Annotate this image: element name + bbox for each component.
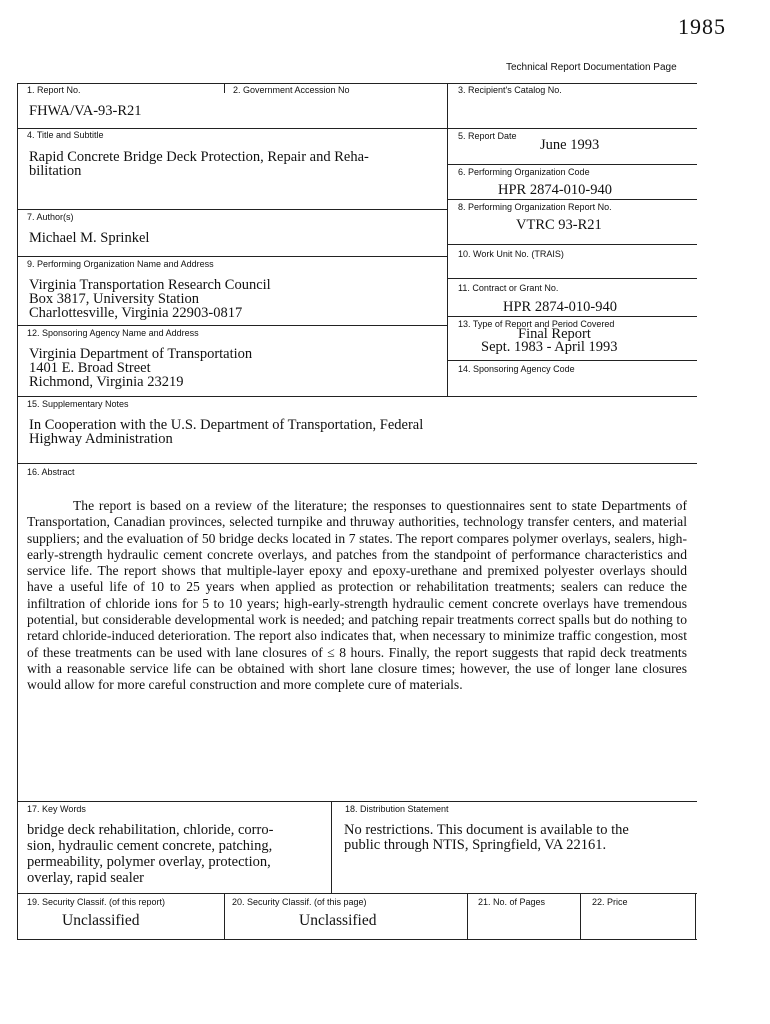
page-number: 1985: [678, 14, 726, 39]
perf-org-name-line: Virginia Transportation Research Council: [29, 277, 271, 293]
security-report-value: Unclassified: [62, 912, 140, 929]
recipient-catalog-label: 3. Recipient's Catalog No.: [458, 85, 562, 95]
gov-accession-label: 2. Government Accession No: [233, 85, 350, 95]
perf-org-report-label: 8. Performing Organization Report No.: [458, 202, 612, 212]
title-label: 4. Title and Subtitle: [27, 130, 104, 140]
rule-v: [580, 893, 581, 939]
work-unit-label: 10. Work Unit No. (TRAIS): [458, 249, 564, 259]
rule-v: [224, 83, 225, 93]
security-page-label: 20. Security Classif. (of this page): [232, 897, 367, 907]
rule-v: [17, 83, 18, 939]
key-words-label: 17. Key Words: [27, 804, 86, 814]
report-no-label: 1. Report No.: [27, 85, 81, 95]
supplementary-label: 15. Supplementary Notes: [27, 399, 129, 409]
rule: [17, 939, 697, 940]
rule-v: [447, 83, 448, 396]
supplementary-line: In Cooperation with the U.S. Department of Transportation, Federal: [29, 417, 424, 433]
report-type-label: 13. Type of Report and Period Covered: [458, 319, 615, 329]
distribution-line: No restrictions. This document is available to the: [344, 822, 629, 838]
report-type-line: Final Report: [518, 326, 591, 342]
rule: [447, 316, 697, 317]
sponsoring-agency-line: Virginia Department of Transportation: [29, 346, 253, 362]
authors-value: Michael M. Sprinkel: [29, 230, 150, 246]
abstract-label: 16. Abstract: [27, 467, 75, 477]
perf-org-name-line: Box 3817, University Station: [29, 291, 199, 307]
rule: [447, 360, 697, 361]
sponsoring-code-label: 14. Sponsoring Agency Code: [458, 364, 575, 374]
num-pages-label: 21. No. of Pages: [478, 897, 546, 907]
distribution-label: 18. Distribution Statement: [345, 804, 449, 814]
supplementary-line: Highway Administration: [29, 431, 173, 447]
rule: [17, 893, 697, 894]
sponsoring-agency-line: 1401 E. Broad Street: [29, 360, 151, 376]
abstract-body: [27, 498, 687, 694]
rule: [447, 244, 697, 245]
key-words-line: bridge deck rehabilitation, chloride, corro-: [27, 822, 274, 838]
authors-label: 7. Author(s): [27, 212, 74, 222]
rule-v: [467, 893, 468, 939]
perf-org-code-value: HPR 2874-010-940: [498, 182, 612, 198]
rule-v: [331, 801, 332, 893]
key-words-line: sion, hydraulic cement concrete, patching,: [27, 838, 273, 854]
report-date-value: June 1993: [540, 137, 600, 153]
rule: [447, 278, 697, 279]
form-title: Technical Report Documentation Page: [506, 62, 677, 73]
rule: [447, 199, 697, 200]
rule-v: [695, 893, 696, 939]
price-label: 22. Price: [592, 897, 628, 907]
sponsoring-agency-label: 12. Sponsoring Agency Name and Address: [27, 328, 199, 338]
abstract-text: The report is based on a review of the literature; the responses to questionnaires sent to state Departments of Transportation, Canadian provinces, selected turnpike and thruway authorities, technology transfer centers, and material suppliers; and the evaluation of 50 bridge decks located in 7 states. The report compares polymer overlays, sealers, high-early-strength hydraulic cement concrete overlays, and patches from the standpoint of performance characteristics and service life. The report shows that multiple-layer epoxy and epoxy-urethane and premixed polyester overlays should have a useful life of 10 to 25 years when applied as protection or rehabilitation treatments; sealers can reduce the infiltration of chloride ions for 5 to 10 years; high-early-strength hydraulic cement concrete overlays have tremendous potential, but considerable developmental work is needed; and patching repair treatments correct spalls but do nothing to retard chloride-induced deterioration. The report also indicates that, when necessary to minimize traffic congestion, most of these treatments can be used with lane closures of ≤ 8 hours. Finally, the report suggests that rapid deck treatments with a reasonable service life can be obtained with short lane closure times; however, the use of longer lane closures would allow for more careful construction and more complete cure of materials.: [27, 498, 687, 693]
report-type-line: Sept. 1983 - April 1993: [481, 339, 618, 355]
rule: [17, 801, 697, 802]
report-date-label: 5. Report Date: [458, 131, 517, 141]
rule-v: [224, 893, 225, 939]
rule: [17, 83, 697, 84]
security-page-value: Unclassified: [299, 912, 377, 929]
contract-label: 11. Contract or Grant No.: [458, 283, 559, 293]
perf-org-name-label: 9. Performing Organization Name and Address: [27, 259, 214, 269]
rule: [17, 209, 447, 210]
title-line: Rapid Concrete Bridge Deck Protection, Repair and Reha-: [29, 149, 369, 165]
key-words-line: overlay, rapid sealer: [27, 870, 145, 886]
perf-org-name-line: Charlottesville, Virginia 22903-0817: [29, 305, 243, 321]
distribution-line: public through NTIS, Springfield, VA 22161.: [344, 837, 607, 853]
perf-org-report-value: VTRC 93-R21: [516, 217, 602, 233]
rule: [17, 325, 447, 326]
sponsoring-agency-line: Richmond, Virginia 23219: [29, 374, 184, 390]
rule: [17, 396, 697, 397]
security-report-label: 19. Security Classif. (of this report): [27, 897, 166, 907]
rule: [17, 128, 697, 129]
rule: [447, 164, 697, 165]
rule: [17, 463, 697, 464]
report-no-value: FHWA/VA-93-R21: [29, 103, 142, 119]
title-line: bilitation: [29, 163, 82, 179]
rule: [17, 256, 447, 257]
key-words-line: permeability, polymer overlay, protection,: [27, 854, 271, 870]
contract-value: HPR 2874-010-940: [503, 299, 617, 315]
perf-org-code-label: 6. Performing Organization Code: [458, 167, 590, 177]
